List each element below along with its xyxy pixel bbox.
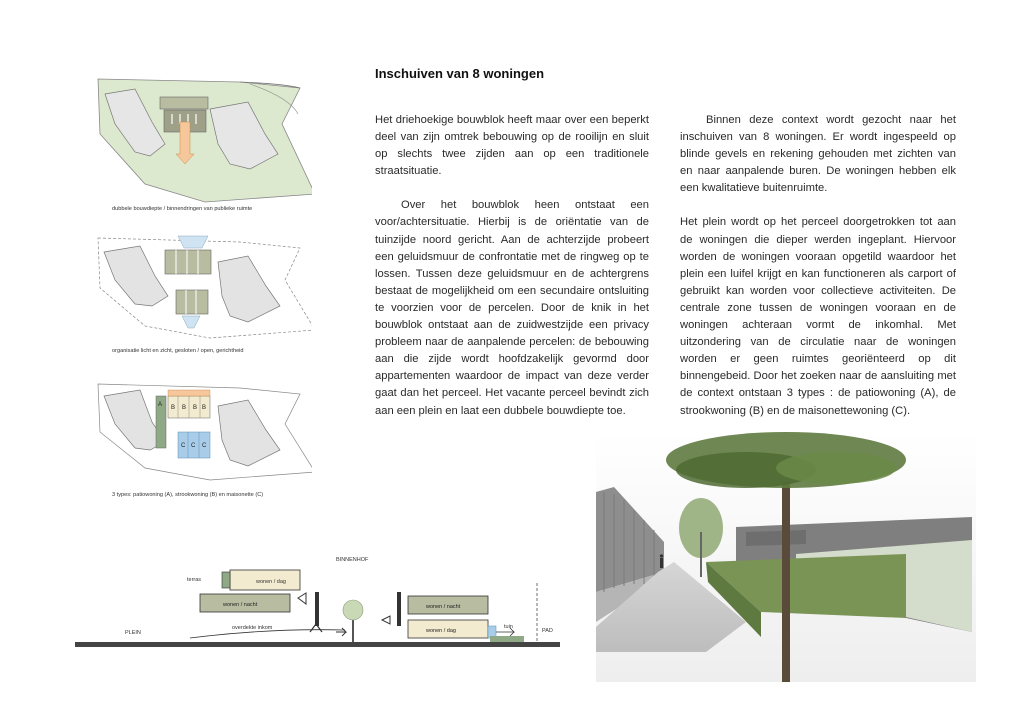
front-block xyxy=(165,250,211,274)
text-column-left xyxy=(375,112,649,437)
paragraph: Het driehoekige bouwblok heeft maar over een beperkt deel van zijn omtrek bebouwing op de rooilijn en sluit op slechts twee zijden aan op een traditionele straatsituatie. xyxy=(375,114,649,178)
label-overdekte-inkom: overdekte inkom xyxy=(232,625,273,631)
section-label-binnenhof: BINNENHOF xyxy=(336,557,369,563)
type-label-c: C xyxy=(202,443,207,449)
wall xyxy=(397,592,401,626)
type-label-c: C xyxy=(191,443,196,449)
paragraph: Het plein wordt op het perceel doorgetrokken tot aan de woningen die dieper werden ingeplant. Hiervoor worden de woningen vooraan opgetild waardoor het plein een luifel krijgt en kan functioneren als carport of gebruikt kan worden voor collectieve activiteiten. De centrale zone tussen de woningen vooraan en de woningen achteraan vormt de inkomhal. Met uitzondering van de circulatie naar de woningen worden er geen ruimtes georiënteerd op dit binnengebeid. Door het zoeken naar de aansluiting met de context ontstaan 3 types : de patiowoning (A), de strookwoning (B) en de maisonettewoning (C). xyxy=(680,216,956,417)
paragraph: Binnen deze context wordt gezocht naar het inschuiven van 8 woningen. Er wordt ingespeeld op blinde gevels en rekening gehouden met zichten van en naar aanpalende buren. De woningen hebben elk een kwalitatieve buitenruimte. xyxy=(680,114,956,195)
tree xyxy=(343,600,363,620)
label-pad: PAD xyxy=(542,628,553,634)
type-label-b: B xyxy=(182,405,187,411)
front-block xyxy=(160,97,208,109)
paragraph: Over het bouwblok heen ontstaat een voor/achtersituatie. Hierbij is de oriëntatie van de tuinzijde noord gericht. Aan de achterzijde probeert een geluidsmuur de confrontatie met de ringweg op te lossen. Tussen deze geluidsmuur en de achtergrens bestaat de mogelijkheid om een secundaire ontsluiting te voorzien voor de percelen. Door de knik in het bouwblok ontstaat aan de zuidwestzijde een privacy probleem naar de aanpalende percelen: de bebouwing aan die zijde wordt hoofdzakelijk gevormd door appartementen waardoor de impact van deze verder gaat dan het perceel. Het vacante perceel bevindt zich aan een plein en laat een dubbele bouwdiepte toe. xyxy=(375,199,649,417)
label-terras: terras xyxy=(187,577,202,583)
wall xyxy=(315,592,319,626)
label-wonen-dag: wonen / dag xyxy=(256,579,286,585)
site-diagram-depth xyxy=(90,74,312,204)
diagram-caption: organisatie licht en zicht, gesloten / open, gerichtheid xyxy=(112,348,244,354)
diagram-caption: 3 types: patiowoning (A), strookwoning (B) en maisonette (C) xyxy=(112,492,264,498)
rear-block xyxy=(176,290,208,314)
tree-trunk xyxy=(782,482,790,682)
label-wonen-nacht: wonen / nacht xyxy=(426,604,461,610)
terrace xyxy=(222,572,230,588)
type-label-a: A xyxy=(158,402,163,408)
type-label-c: C xyxy=(181,443,186,449)
text-column-right xyxy=(680,112,956,437)
type-label-b: B xyxy=(171,405,176,411)
site-diagram-light xyxy=(90,234,312,344)
page-title: Inschuiven van 8 woningen xyxy=(375,66,545,81)
type-label-b: B xyxy=(193,405,198,411)
street-rendering xyxy=(596,432,976,682)
label-tuin: tuin xyxy=(504,624,513,630)
label-plein: PLEIN xyxy=(125,630,141,636)
ground-line xyxy=(75,642,560,647)
type-label-b: B xyxy=(202,405,207,411)
label-wonen-nacht: wonen / nacht xyxy=(223,602,258,608)
entrance-triangle xyxy=(298,593,306,604)
site-diagram-types xyxy=(90,380,312,485)
label-wonen-dag: wonen / dag xyxy=(426,628,456,634)
diagram-caption: dubbele bouwdiepte / binnendringen van publieke ruimte xyxy=(112,206,253,212)
section-drawing xyxy=(70,548,570,658)
